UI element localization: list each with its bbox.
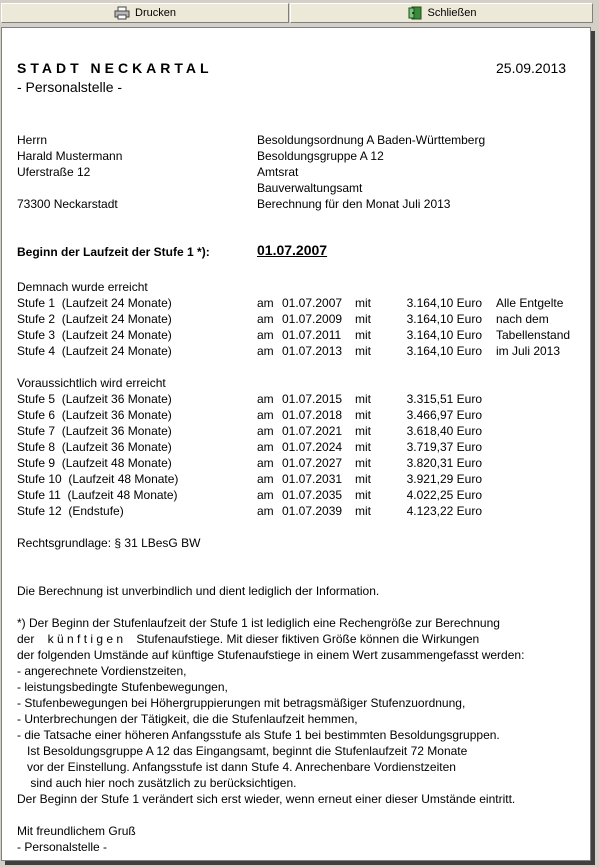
footnote-line: - angerechnete Vordienstzeiten, <box>17 664 187 678</box>
am-label: am <box>257 296 274 310</box>
stufe-date: 01.07.2039 <box>282 504 343 518</box>
footnote-line: der k ü n f t i g e n Stufenaufstiege. Mit dieser fiktiven Größe können die Wirkungen <box>17 632 480 646</box>
info-line: Besoldungsordnung A Baden-Württemberg <box>257 133 486 147</box>
tariff-note: nach dem <box>496 312 549 326</box>
mit-label: mit <box>355 344 371 358</box>
mit-label: mit <box>355 504 371 518</box>
am-label: am <box>257 344 274 358</box>
stufe-date: 01.07.2021 <box>282 424 343 438</box>
stufe-amount: 3.315,51 Euro <box>406 392 482 406</box>
stufe-date: 01.07.2035 <box>282 488 343 502</box>
footnote-line: - leistungsbedingte Stufenbewegungen, <box>17 680 228 694</box>
footnote-line: *) Der Beginn der Stufenlaufzeit der Stufe 1 ist lediglich eine Rechengröße zur Berechnung <box>17 616 500 630</box>
stufe-label: Stufe 5 (Laufzeit 36 Monate) <box>17 392 172 406</box>
stufe-label: Stufe 1 (Laufzeit 24 Monate) <box>17 296 172 310</box>
stufe-amount: 3.921,29 Euro <box>406 472 482 486</box>
stufe-amount: 3.164,10 Euro <box>406 296 482 310</box>
mit-label: mit <box>355 440 371 454</box>
expected-heading: Voraussichtlich wird erreicht <box>17 376 166 390</box>
close-button[interactable] <box>290 3 593 23</box>
mit-label: mit <box>355 488 371 502</box>
info-line: Besoldungsgruppe A 12 <box>257 149 384 163</box>
tariff-note: Alle Entgelte <box>496 296 564 310</box>
stufe-amount: 4.022,25 Euro <box>406 488 482 502</box>
stufe-amount: 4.123,22 Euro <box>406 504 482 518</box>
mit-label: mit <box>355 456 371 470</box>
am-label: am <box>257 424 274 438</box>
stufe-date: 01.07.2007 <box>282 296 343 310</box>
footnote-line: Ist Besoldungsgruppe A 12 das Eingangsamt, beginnt die Stufenlaufzeit 72 Monate <box>17 744 468 758</box>
am-label: am <box>257 456 274 470</box>
stufe-amount: 3.164,10 Euro <box>406 312 482 326</box>
closing-sender: - Personalstelle - <box>17 840 108 854</box>
city-title: STADT NECKARTAL <box>17 60 213 76</box>
stufe-label: Stufe 4 (Laufzeit 24 Monate) <box>17 344 172 358</box>
start-label: Beginn der Laufzeit der Stufe 1 *): <box>17 245 210 259</box>
stufe-amount: 3.466,97 Euro <box>406 408 482 422</box>
stufe-date: 01.07.2013 <box>282 344 343 358</box>
stufe-amount: 3.820,31 Euro <box>406 456 482 470</box>
stufe-label: Stufe 3 (Laufzeit 24 Monate) <box>17 328 172 342</box>
stufe-label: Stufe 2 (Laufzeit 24 Monate) <box>17 312 172 326</box>
document-date: 25.09.2013 <box>496 60 567 76</box>
mit-label: mit <box>355 392 371 406</box>
reached-heading: Demnach wurde erreicht <box>17 280 148 294</box>
stufe-amount: 3.719,37 Euro <box>406 440 482 454</box>
stufe-date: 01.07.2011 <box>282 328 342 342</box>
stufe-date: 01.07.2009 <box>282 312 343 326</box>
am-label: am <box>257 312 274 326</box>
footnote-line: Der Beginn der Stufe 1 verändert sich erst wieder, wenn erneut einer dieser Umstände eintritt. <box>17 792 516 806</box>
start-date: 01.07.2007 <box>257 242 328 258</box>
footnote-line: vor der Einstellung. Anfangsstufe ist dann Stufe 4. Anrechenbare Vordienstzeiten <box>17 760 456 774</box>
am-label: am <box>257 488 274 502</box>
stufe-date: 01.07.2015 <box>282 392 343 406</box>
stufe-date: 01.07.2027 <box>282 456 343 470</box>
stufe-label: Stufe 6 (Laufzeit 36 Monate) <box>17 408 172 422</box>
stufe-date: 01.07.2031 <box>282 472 343 486</box>
closing-greeting: Mit freundlichem Gruß <box>17 824 136 838</box>
footnote-line: - Stufenbewegungen bei Höhergruppierungen mit betragsmäßiger Stufenzuordnung, <box>17 696 466 710</box>
am-label: am <box>257 504 274 518</box>
close-button-label: Schließen <box>427 7 477 19</box>
footnote-line: - die Tatsache einer höheren Anfangsstufe als Stufe 1 bei bestimmten Besoldungsgruppen. <box>17 728 500 742</box>
mit-label: mit <box>355 408 371 422</box>
address-line: Uferstraße 12 <box>17 165 91 179</box>
footnote-line: der folgenden Umstände auf künftige Stufenaufstiege in einem Wert zusammengefasst werden: <box>17 648 525 662</box>
am-label: am <box>257 408 274 422</box>
address-line: Herrn <box>17 133 48 147</box>
stufe-label: Stufe 10 (Laufzeit 48 Monate) <box>17 472 179 486</box>
department-subtitle: - Personalstelle - <box>17 79 123 95</box>
stufe-label: Stufe 8 (Laufzeit 36 Monate) <box>17 440 172 454</box>
tariff-note: Tabellenstand <box>496 328 571 342</box>
am-label: am <box>257 440 274 454</box>
mit-label: mit <box>355 424 371 438</box>
printer-icon <box>114 6 130 20</box>
am-label: am <box>257 392 274 406</box>
am-label: am <box>257 328 274 342</box>
address-line: 73300 Neckarstadt <box>17 197 118 211</box>
address-line: Harald Mustermann <box>17 149 123 163</box>
mit-label: mit <box>355 312 371 326</box>
footnote-line: - Unterbrechungen der Tätigkeit, die die Stufenlaufzeit hemmen, <box>17 712 358 726</box>
document-page <box>1 27 591 861</box>
footnote-line: sind auch hier noch zusätzlich zu berücksichtigen. <box>17 776 297 790</box>
legal-basis: Rechtsgrundlage: § 31 LBesG BW <box>17 536 201 550</box>
print-button-label: Drucken <box>135 7 176 19</box>
mit-label: mit <box>355 472 371 486</box>
am-label: am <box>257 472 274 486</box>
disclaimer: Die Berechnung ist unverbindlich und dient lediglich der Information. <box>17 584 380 598</box>
stufe-label: Stufe 9 (Laufzeit 48 Monate) <box>17 456 172 470</box>
toolbar <box>0 0 599 27</box>
stufe-amount: 3.164,10 Euro <box>406 344 482 358</box>
exit-door-icon <box>407 6 423 20</box>
stufe-date: 01.07.2018 <box>282 408 343 422</box>
info-line: Berechnung für den Monat Juli 2013 <box>257 197 451 211</box>
stufe-label: Stufe 12 (Endstufe) <box>17 504 124 518</box>
stufe-label: Stufe 7 (Laufzeit 36 Monate) <box>17 424 172 438</box>
stufe-amount: 3.164,10 Euro <box>406 328 482 342</box>
stufe-date: 01.07.2024 <box>282 440 343 454</box>
info-line: Amtsrat <box>257 165 299 179</box>
stufe-label: Stufe 11 (Laufzeit 48 Monate) <box>17 488 178 502</box>
mit-label: mit <box>355 328 371 342</box>
tariff-note: im Juli 2013 <box>496 344 561 358</box>
info-line: Bauverwaltungsamt <box>257 181 363 195</box>
mit-label: mit <box>355 296 371 310</box>
stufe-amount: 3.618,40 Euro <box>406 424 482 438</box>
print-button[interactable] <box>1 3 289 23</box>
